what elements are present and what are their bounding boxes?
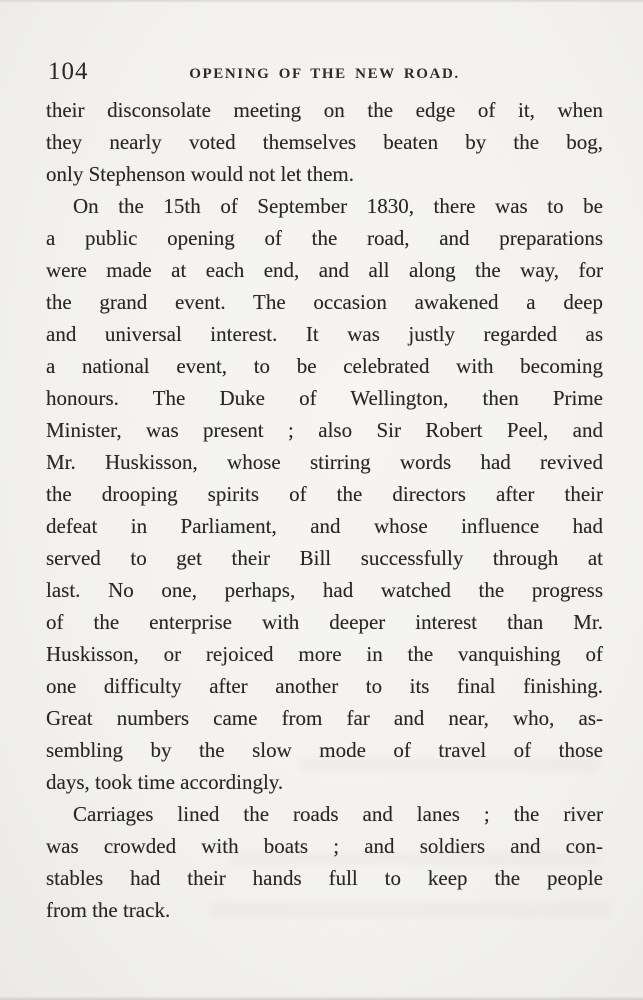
text-line: Great numbers came from far and near, who, as- (46, 706, 603, 730)
scan-edge-top (0, 0, 643, 3)
text-line: was crowded with boats ; and soldiers and con- (46, 834, 603, 858)
paragraph (46, 94, 603, 190)
text-line: honours. The Duke of Wellington, then Prime (46, 386, 603, 410)
text-line: Mr. Huskisson, whose stirring words had revived (46, 450, 603, 474)
text-line: served to get their Bill successfully through at (46, 546, 603, 570)
paragraph (46, 190, 603, 798)
text-line: defeat in Parliament, and whose influence had (46, 514, 603, 538)
text-line: days, took time accordingly. (46, 770, 284, 794)
text-line: sembling by the slow mode of travel of those (46, 738, 603, 762)
text-line: the drooping spirits of the directors after their (46, 482, 603, 506)
text-line: last. No one, perhaps, had watched the progress (46, 578, 603, 602)
running-header: OPENING OF THE NEW ROAD. (189, 66, 460, 82)
text-line: were made at each end, and all along the way, for (46, 258, 603, 282)
text-line: a public opening of the road, and preparations (46, 226, 603, 250)
text-line: their disconsolate meeting on the edge of it, when (46, 98, 603, 122)
text-line: of the enterprise with deeper interest than Mr. (46, 610, 603, 634)
text-line: Huskisson, or rejoiced more in the vanquishing of (46, 642, 603, 666)
text-line: and universal interest. It was justly regarded as (46, 322, 603, 346)
text-line: only Stephenson would not let them. (46, 162, 354, 186)
text-line: stables had their hands full to keep the people (46, 866, 603, 890)
text-line: a national event, to be celebrated with becoming (46, 354, 603, 378)
text-line: Carriages lined the roads and lanes ; the river (73, 802, 603, 826)
text-line: the grand event. The occasion awakened a deep (46, 290, 603, 314)
showthrough-artifact (300, 758, 600, 772)
scan-edge-bottom (0, 996, 643, 1000)
page-header (46, 56, 603, 84)
text-line: On the 15th of September 1830, there was to be (73, 194, 603, 218)
text-line: Minister, was present ; also Sir Robert Peel, and (46, 418, 603, 442)
showthrough-artifact (230, 852, 600, 865)
body-text (46, 94, 603, 926)
text-line: one difficulty after another to its final finishing. (46, 674, 603, 698)
text-line: from the track. (46, 898, 171, 922)
showthrough-artifact (210, 903, 610, 917)
text-line: they nearly voted themselves beaten by the bog, (46, 130, 603, 154)
page-number: 104 (48, 58, 89, 85)
